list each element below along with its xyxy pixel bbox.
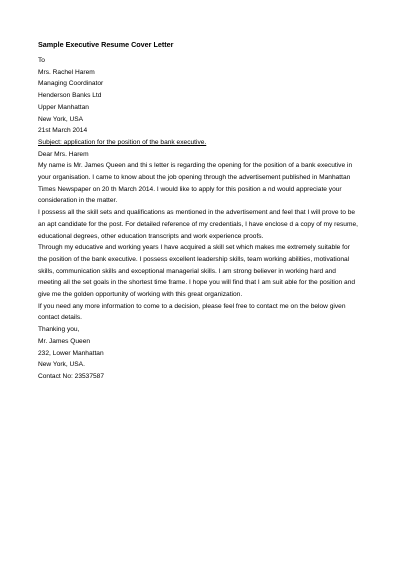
paragraph-line: educational degrees, other education transcripts and work experience proofs.	[38, 232, 264, 240]
paragraph-line: I possess all the skill sets and qualifications as mentioned in the advertisement and feel that I will prove to be	[38, 209, 356, 217]
document-title: Sample Executive Resume Cover Letter	[38, 40, 174, 49]
paragraph-line: contact details.	[38, 314, 82, 322]
paragraph-line: Through my educative and working years I have acquired a skill set which makes me extremely suitable for	[38, 244, 350, 252]
recipient-name: Mrs. Rachel Harem	[38, 68, 95, 76]
letter-date: 21st March 2014	[38, 127, 88, 135]
sender-contact: Contact No: 23537587	[38, 372, 104, 380]
paragraph-line: My name is Mr. James Queen and thi s letter is regarding the opening for the position of a bank executive in	[38, 162, 353, 170]
paragraph-line: your organisation. I came to know about the job opening through the advertisement published in Manhattan	[38, 174, 351, 182]
paragraph-line: meeting all the set goals in the shortest time frame. I hope you will find that I am suit able for the position and	[38, 279, 356, 287]
paragraph-line: skills, communication skills and exceptional managerial skills. I am strong believer in working hard and	[38, 267, 336, 275]
letter-subject: Subject: application for the position of the bank executive.	[38, 138, 207, 146]
sender-address-line-2: New York, USA.	[38, 361, 85, 369]
recipient-address-line-2: New York, USA	[38, 115, 84, 123]
paragraph-line: an apt candidate for the post. For detailed reference of my credentials, I have enclose d a copy of my resume,	[38, 220, 358, 228]
letter-line-to: To	[38, 57, 45, 64]
salutation: Dear Mrs. Harem	[38, 150, 89, 158]
paragraph-line: If you need any more information to come to a decision, please feel free to contact me on the below given	[38, 302, 346, 310]
sender-name: Mr. James Queen	[38, 337, 91, 345]
recipient-title: Managing Coordinator	[38, 80, 104, 88]
paragraph-line: give me the golden opportunity of working with this great organization.	[38, 291, 243, 299]
document-page	[38, 40, 370, 383]
paragraph-line: consideration in the matter.	[38, 197, 118, 205]
recipient-company: Henderson Banks Ltd	[38, 92, 102, 100]
paragraph-line: the position of the bank executive. I possess excellent leadership skills, team working abilities, motivational	[38, 255, 350, 263]
sender-address-line-1: 232, Lower Manhattan	[38, 349, 104, 357]
paragraph-line: Times Newspaper on 20 th March 2014. I would like to apply for this position a nd would appreciate your	[38, 185, 342, 193]
letter-body	[38, 55, 370, 383]
recipient-address-line-1: Upper Manhattan	[38, 103, 89, 111]
closing: Thanking you,	[38, 326, 80, 334]
